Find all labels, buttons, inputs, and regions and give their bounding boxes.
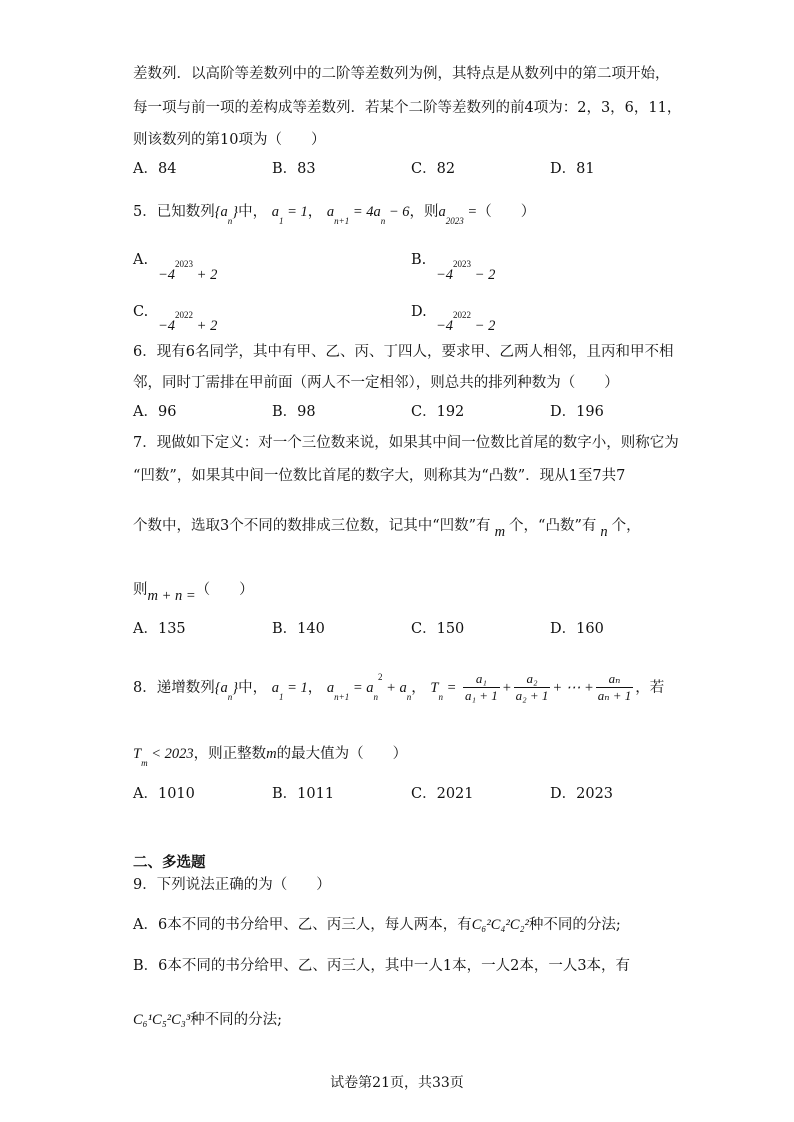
q9-option-b-expr: C₆¹C₅²C₃³	[133, 1012, 191, 1028]
q5-option-a-label: A.	[133, 252, 149, 268]
q7-line-3-a: 个数中，选取3个不同的数排成三位数，记其中“凹数”有	[133, 518, 491, 534]
q5-option-a-expr: $-4^{2023} + 2$	[158, 259, 218, 283]
q8-line-2-text: ，则正整数	[193, 746, 267, 762]
q6-line-1: 6．现有6名同学，其中有甲、乙、丙、丁四人，要求甲、乙两人相邻，且丙和甲不相	[133, 344, 674, 360]
q5-option-c-expr: $-4^{2022} + 2$	[158, 310, 218, 334]
q8-line-2	[133, 744, 407, 769]
q8-a1: $a_1 = 1$	[271, 679, 308, 702]
q9-option-a-text: A．6本不同的书分给甲、乙、丙三人，每人两本，有	[133, 917, 472, 933]
q5-paren: （ ）	[477, 204, 536, 220]
q8-tail: ，若	[635, 679, 665, 696]
q5-option-b-label: B.	[411, 252, 427, 268]
q4-option-d: D．81	[550, 161, 595, 177]
q8-option-c: C．2021	[411, 786, 474, 802]
q8-tn: $T_n$ =	[430, 679, 457, 702]
q5-option-c-label: C.	[133, 304, 149, 320]
q7-option-c: C．150	[411, 621, 465, 637]
q8-comma-2: ，	[411, 679, 426, 696]
q5-then: ，则	[409, 204, 439, 220]
q8-option-a: A．1010	[133, 786, 195, 802]
q5-option-d-label: D.	[411, 304, 427, 320]
q7-line-4-b: （ ）	[195, 582, 254, 598]
section-title: 二、多选题	[133, 854, 206, 871]
q5-target: $a_{2023}$ =	[438, 204, 478, 226]
q8-seq: $\{a_n\}$	[214, 679, 239, 702]
q8-fraction-n: $\frac{\text{aₙ}}{\text{aₙ + 1}}$	[597, 671, 632, 704]
q5-stem	[133, 202, 535, 227]
q5-cond2: $a_{n+1} = 4a_n - 6$	[326, 204, 410, 226]
q7-line-4	[133, 580, 254, 604]
q9-option-a-tail: 种不同的分法;	[528, 917, 621, 933]
q7-var-m: m	[494, 524, 506, 540]
q7-line-3-b: 个，“凸数”有	[509, 518, 597, 534]
q6-line-2: 邻，同时丁需排在甲前面（两人不一定相邻），则总共的排列种数为（ ）	[133, 375, 619, 391]
q5-mid: 中，	[238, 204, 268, 220]
q7-line-1: 7．现做如下定义：对一个三位数来说，如果其中间一位数比首尾的数字小，则称它为	[133, 435, 679, 451]
q7-option-a: A．135	[133, 621, 186, 637]
q8-stem	[133, 664, 664, 712]
q4-option-b: B．83	[272, 161, 316, 177]
q7-line-3	[133, 516, 641, 540]
q8-recurrence: $a_{n+1} = a_n^2 + a_n$	[326, 672, 412, 702]
q8-mid: 中，	[238, 679, 268, 696]
q4-line-3: 则该数列的第10项为（ ）	[133, 132, 326, 148]
q5-option-d-expr: $-4^{2022} - 2$	[436, 310, 496, 334]
q8-var-m: m	[266, 746, 277, 762]
q9-option-b-line-1: B．6本不同的书分给甲、乙、丙三人，其中一人1本，一人2本，一人3本，有	[133, 958, 631, 974]
q5-comma: ，	[307, 204, 323, 220]
q5-option-b-expr: $-4^{2023} - 2$	[436, 259, 496, 283]
q5-prefix: 5．已知数列	[133, 204, 215, 220]
q8-prefix: 8．递增数列	[133, 679, 215, 696]
q6-option-c: C．192	[411, 404, 465, 420]
q7-line-4-a: 则	[133, 582, 148, 598]
q7-line-3-c: 个，	[611, 518, 641, 534]
q8-option-d: D．2023	[550, 786, 614, 802]
q4-line-2: 每一项与前一项的差构成等差数列．若某个二阶等差数列的前4项为：2，3，6，11，	[133, 100, 682, 116]
q6-option-a: A．96	[133, 404, 177, 420]
page-footer: 试卷第21页，共33页	[330, 1075, 464, 1091]
q5-cond1: $a_1 = 1$	[271, 204, 308, 226]
q5-seq: $\{a_n\}$	[214, 204, 239, 226]
q4-option-c: C．82	[411, 161, 456, 177]
q7-line-2: “凹数”，如果其中间一位数比首尾的数字大，则称其为“凸数”．现从1至7共7	[133, 468, 626, 484]
q6-option-d: D．196	[550, 404, 604, 420]
q8-option-b: B．1011	[272, 786, 335, 802]
q4-line-1: 差数列．以高阶等差数列中的二阶等差数列为例，其特点是从数列中的第二项开始，	[133, 66, 670, 82]
q8-plus: +	[501, 679, 512, 696]
q8-fraction-1: $\frac{\text{a₁}}{\text{a₁ + 1}}$	[465, 671, 498, 704]
q8-line-2-tail: 的最大值为（ ）	[276, 746, 408, 762]
q9-option-a-expr: C₆²C₄²C₂²	[471, 917, 529, 933]
q9-stem: 9．下列说法正确的为（ ）	[133, 877, 331, 893]
q9-option-b-line-2	[133, 1010, 282, 1030]
q7-option-b: B．140	[272, 621, 325, 637]
q4-option-a: A．84	[133, 161, 177, 177]
q7-var-n: n	[600, 524, 608, 540]
q7-expr: m + n =	[147, 588, 196, 604]
q8-comma: ，	[307, 679, 323, 696]
q8-dots: + ⋯ +	[552, 679, 594, 696]
q9-option-a	[133, 915, 621, 935]
q9-option-b-tail: 种不同的分法;	[190, 1012, 283, 1028]
q6-option-b: B．98	[272, 404, 316, 420]
q8-tm-ineq: $T_m < 2023$	[133, 746, 194, 768]
q7-option-d: D．160	[550, 621, 604, 637]
q8-fraction-2: $\frac{\text{a₂}}{\text{a₂ + 1}}$	[515, 671, 549, 704]
